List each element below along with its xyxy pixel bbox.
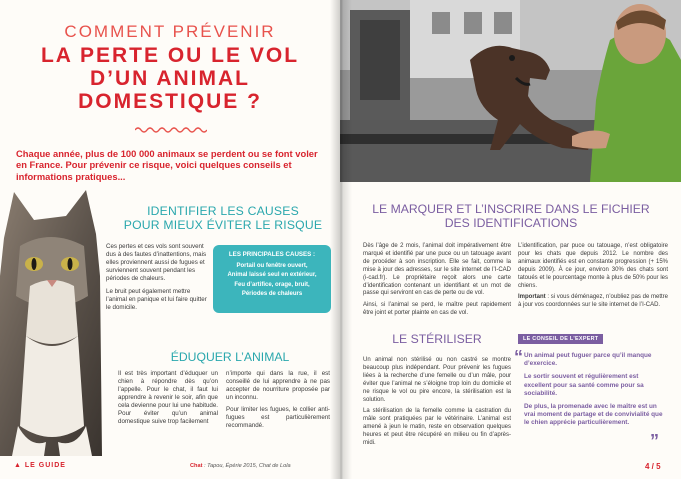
expert-paragraph-1: Un animal peut fuguer parce qu’il manque d’exercice. [524,352,652,368]
main-causes-item: Périodes de chaleurs [241,291,303,298]
sterilise-body [363,357,511,452]
causes-heading-line-1: IDENTIFIER LES CAUSES [147,204,299,218]
educate-heading: ÉDUQUER L’ANIMAL [170,350,290,364]
wavy-divider [135,126,207,134]
mark-important [518,294,668,310]
expert-advice [524,352,664,433]
title-line-1: LA PERTE OU LE VOL [40,44,300,67]
mark-heading [350,202,672,230]
mark-paragraph-1: Dès l’âge de 2 mois, l’animal doit impérativement être marqué et identifié par une puce ou un tatouage avant de procéder à son inscription. Elle se fait, comme la mise à jour des adresses, sur le site internet de l’I-CAD (i-cad.fr). Le propriétaire reçoit alors une carte d’identification contenant un identifiant et un mot de passe qui serviront en cas de perte ou de vol. [363,243,511,297]
page-gutter [330,0,352,479]
causes-heading-line-2: POUR MIEUX ÉVITER LE RISQUE [123,218,323,232]
footer-mark-icon: ▲ [14,462,25,469]
educate-paragraph-1: n’importe qui dans la rue, il est conseillé de lui apprendre à ne pas accepter de nourriture proposée par un inconnu. [226,370,330,401]
mark-paragraph-3: L’identification, par puce ou tatouage, n’est obligatoire pour les chats que depuis 2012. Le nombre des animaux identifiés est en constante progression (+ 15% depuis 2009). À ce jour, environ 30% des chats sont tatoués et le pourcentage monte à plus de 50% pour les chiens. [518,243,668,289]
mark-heading-line-2: DES IDENTIFICATIONS [444,216,578,230]
main-causes-item: Portail ou fenêtre ouvert, [236,262,308,269]
expert-paragraph-3: De plus, la promenade avec le maître est un vrai moment de partage et de convivialité que le chien apprécie particulièrement. [524,403,663,427]
mark-column-1 [363,243,511,322]
credit-label: Chat [190,463,203,469]
important-label: Important [518,294,546,301]
educate-column-2 [226,370,330,434]
sterilise-paragraph-2: La stérilisation de la femelle comme la castration du mâle sont pratiquées par le vétérinaire. L’animal est amené à jeun le matin, reste en observation quelques heures et peut être récupéré en milieu ou fin d’après-midi. [363,408,511,447]
page-title [0,44,340,113]
causes-heading [118,204,328,232]
important-text: : si vous déménagez, n’oubliez pas de mettre à jour vos coordonnées sur le site internet de l’I-CAD. [518,294,668,309]
title-line-3: DOMESTIQUE ? [78,90,262,113]
cat-photo [0,186,102,456]
dog-owner-photo [340,0,681,182]
guide-footer [14,462,66,469]
kicker: COMMENT PRÉVENIR [64,22,276,41]
guide-footer-label: LE GUIDE [24,462,66,469]
mark-paragraph-2: Ainsi, si l’animal se perd, le maître peut rapidement être joint et porter plainte en cas de vol. [363,302,511,317]
credit-text: : Tapou, Épérie 2015, Chat de Lola [202,463,291,469]
quote-close-icon: ” [650,431,659,451]
causes-body [106,243,208,317]
educate-column-1: Il est très important d’éduquer un chien à répondre dès qu’on l’appelle. Pour le chat, il faut lui apprendre à revenir le soir, afin que cela devienne pour lui une habitude. Pour éviter qu’un animal domestique suive trop facilement [118,370,218,425]
main-causes-item: Animal laissé seul en extérieur, [227,272,317,279]
mark-heading-line-1: LE MARQUER ET L’INSCRIRE DANS LE FICHIER [372,202,650,216]
title-line-2: D’UN ANIMAL [89,67,251,90]
main-causes-box [213,245,331,313]
sterilise-heading: LE STÉRILISER [392,332,482,346]
sterilise-paragraph-1: Un animal non stérilisé ou non castré se montre beaucoup plus indépendant. Pour prévenir les fugues liées à la recherche d’une femelle ou d’un mâle, pour éviter que l’animal ne s’éloigne trop loin du domicile et ne risque le vol ou pire encore, la stérilisation est la solution. [363,357,511,403]
page-number: 4 / 5 [645,462,661,471]
expert-tag: LE CONSEIL DE L’EXPERT [518,334,603,344]
photo-credit [190,463,291,469]
expert-paragraph-2: Le sortir souvent et régulièrement est excellent pour sa santé comme pour sa sociabilité. [524,373,644,397]
causes-paragraph-1: Ces pertes et ces vols sont souvent dus à des fautes d’inattentions, mais elles proviennent aussi de fugues et surviennent souvent pendant les périodes de chaleurs. [106,243,207,282]
main-causes-title: LES PRINCIPALES CAUSES : [228,251,316,258]
quote-open-icon: “ [514,347,523,367]
educate-paragraph-2: Pour limiter les fugues, le collier anti-fugues est particulièrement recommandé. [226,406,330,429]
left-page [0,0,340,479]
mark-column-2 [518,243,668,314]
main-causes-item: Feu d’artifice, orage, bruit, [234,281,310,288]
intro-text: Chaque année, plus de 100 000 animaux se perdent ou se font voler en France. Pour prévenir ce risque, voici quelques conseils et informations pratiques... [16,148,318,182]
causes-paragraph-2: Le bruit peut également mettre l’animal en panique et lui faire quitter le domicile. [106,288,207,311]
